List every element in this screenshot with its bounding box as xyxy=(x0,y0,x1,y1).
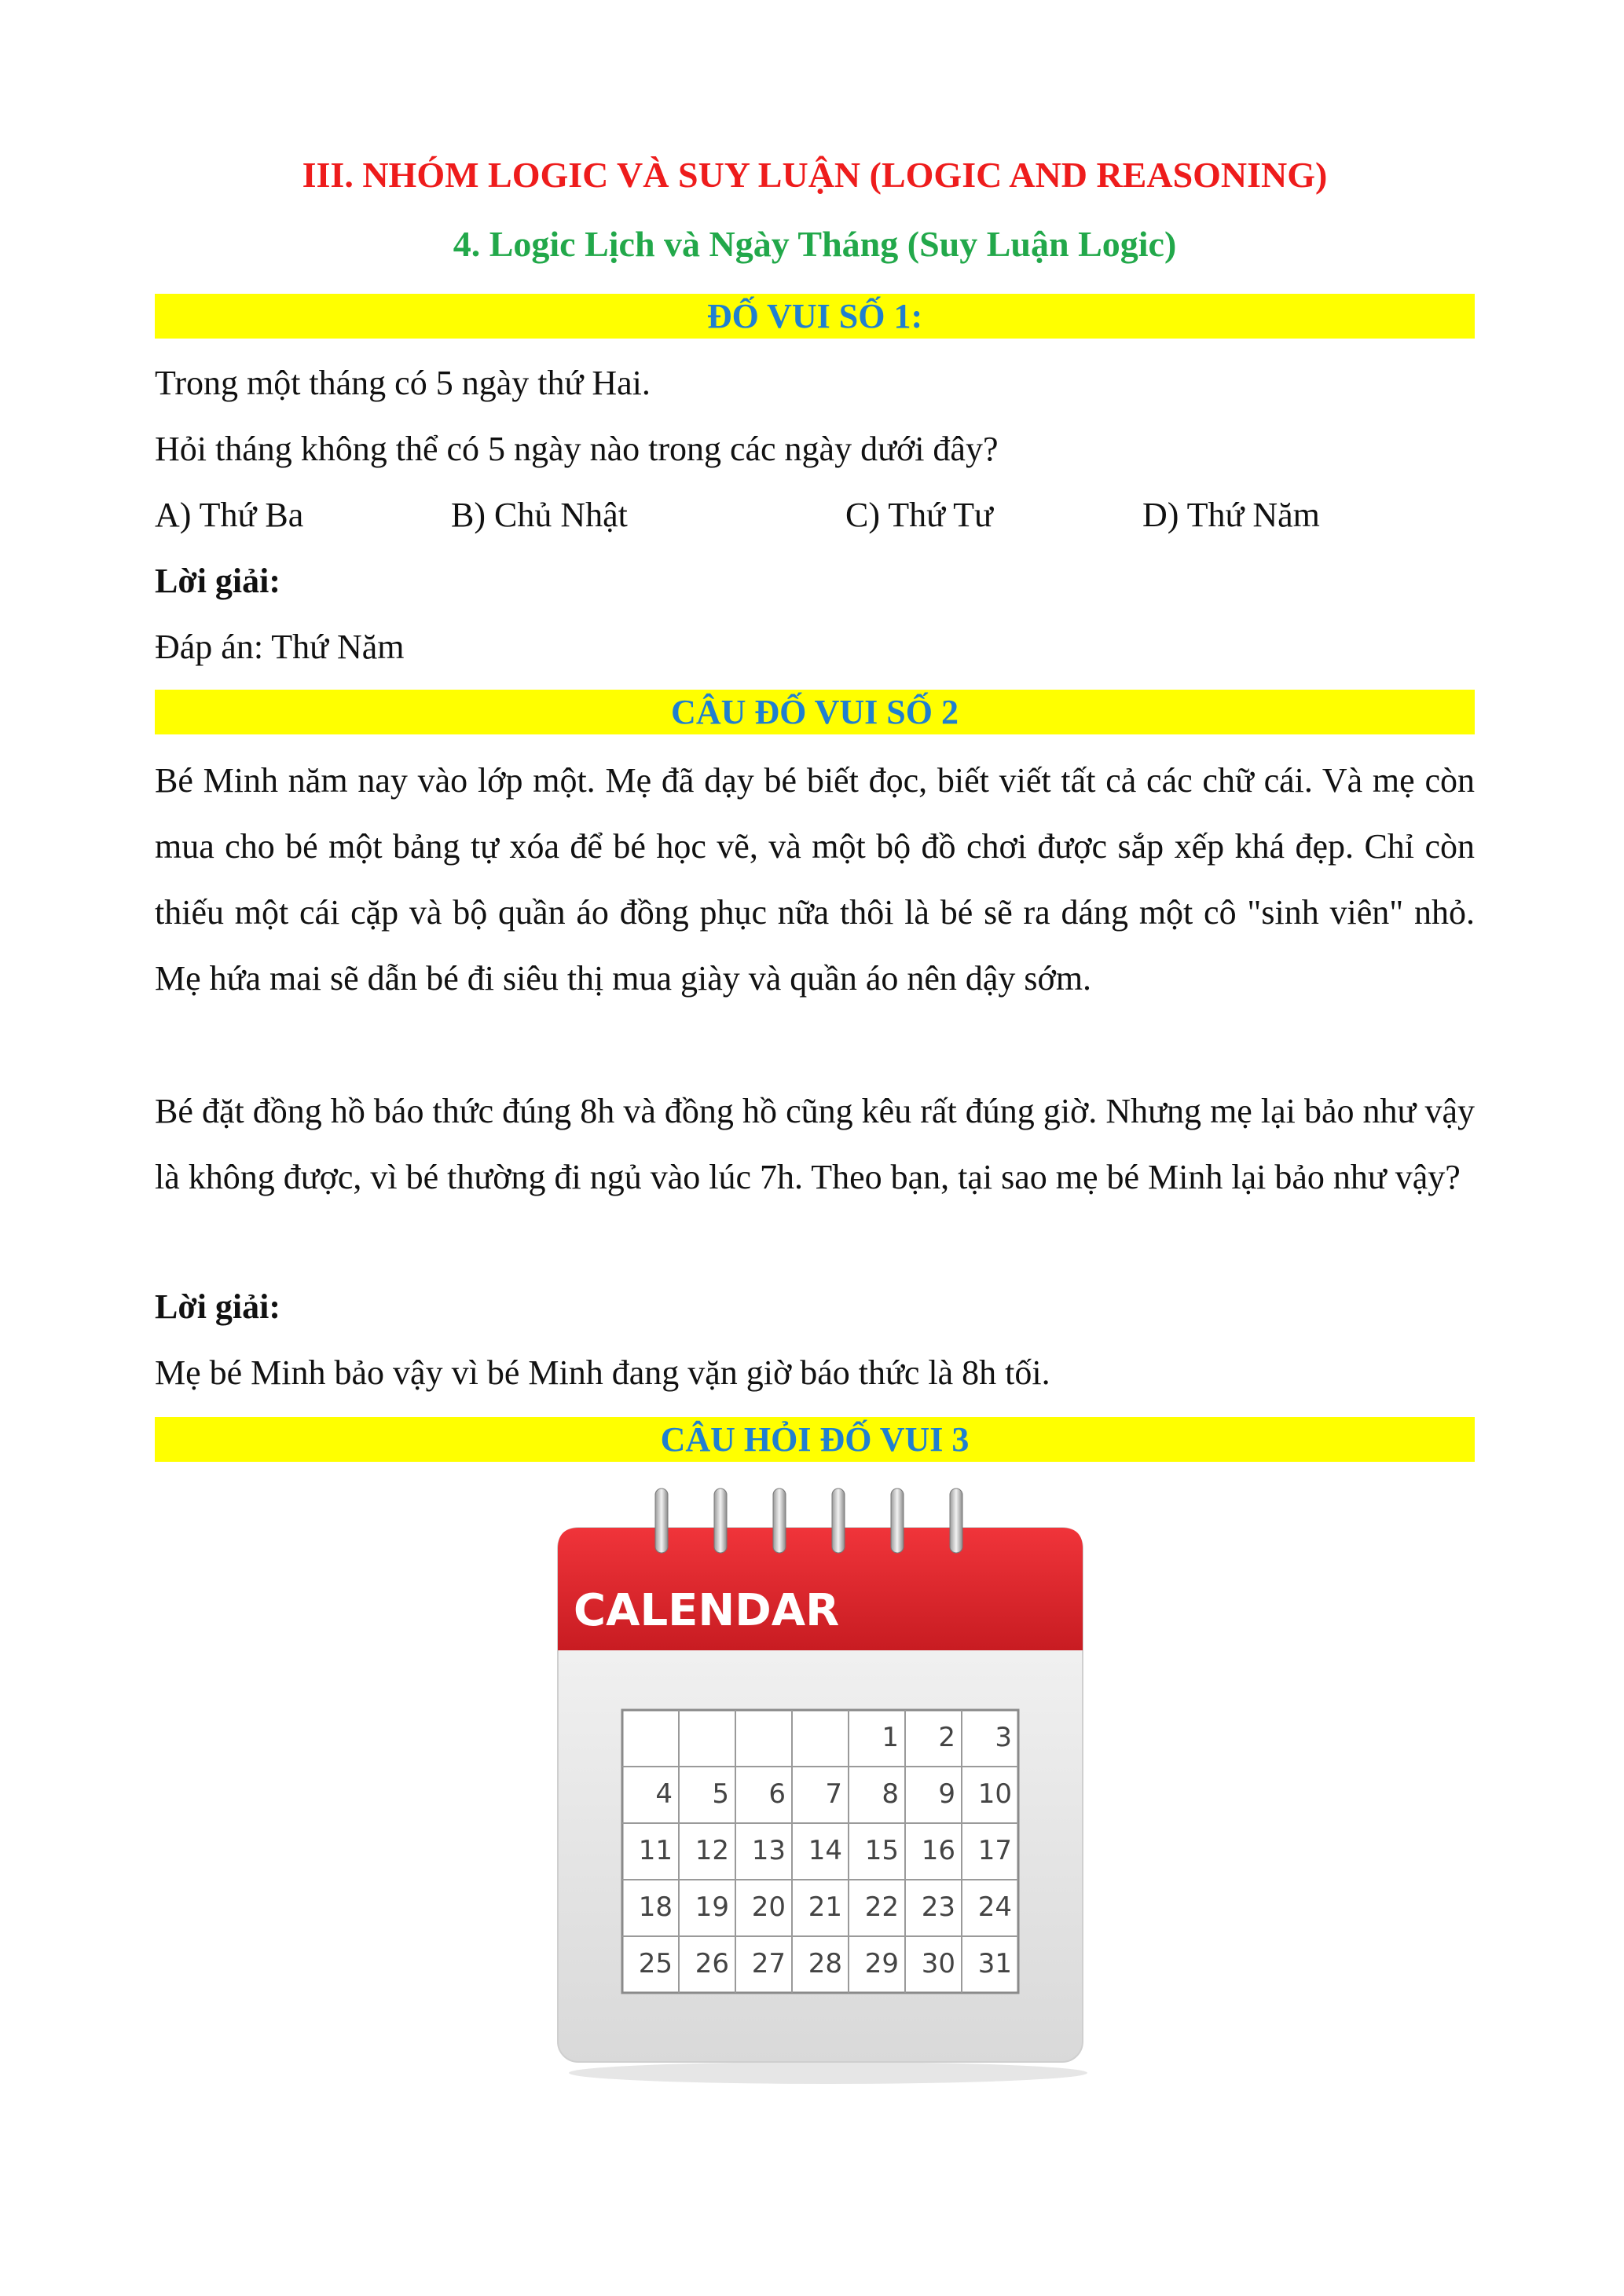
binder-ring-icon xyxy=(655,1489,668,1553)
calendar-day: 24 xyxy=(977,1891,1012,1923)
puzzle2-title: CÂU ĐỐ VUI SỐ 2 xyxy=(671,693,959,731)
calendar-day: 16 xyxy=(921,1835,955,1866)
calendar-day: 2 xyxy=(938,1722,955,1753)
puzzle2-answer: Mẹ bé Minh bảo vậy vì bé Minh đang vặn giờ báo thức là 8h tối. xyxy=(155,1353,1050,1392)
calendar-day: 29 xyxy=(864,1948,899,1979)
puzzle2-paragraph2: Bé đặt đồng hồ báo thức đúng 8h và đồng hồ cũng kêu rất đúng giờ. Nhưng mẹ lại bảo như vậy là không được, vì bé thường đi ngủ vào lúc 7h. Theo bạn, tại sao mẹ bé Minh lại bảo như vậy? xyxy=(155,1092,1475,1196)
calendar-day: 18 xyxy=(638,1891,673,1923)
calendar-day: 25 xyxy=(638,1948,673,1979)
puzzle3-title-band xyxy=(155,1417,1475,1462)
calendar-day: 20 xyxy=(751,1891,786,1923)
calendar-day: 21 xyxy=(808,1891,842,1923)
puzzle2-title-band xyxy=(155,690,1475,734)
puzzle1-title-band xyxy=(155,294,1475,339)
binder-ring-icon xyxy=(950,1489,962,1553)
calendar-header-text: CALENDAR xyxy=(574,1585,840,1636)
calendar-day: 28 xyxy=(808,1948,842,1979)
calendar-day: 10 xyxy=(977,1778,1012,1810)
calendar-day: 22 xyxy=(864,1891,899,1923)
puzzle1-solution-label: Lời giải: xyxy=(155,562,281,600)
binder-ring-icon xyxy=(714,1489,727,1553)
puzzle2-solution-label: Lời giải: xyxy=(155,1287,281,1326)
puzzle3-title: CÂU HỎI ĐỐ VUI 3 xyxy=(660,1420,970,1459)
calendar-day: 27 xyxy=(751,1948,786,1979)
calendar-grid xyxy=(622,1710,1018,1993)
calendar-day: 11 xyxy=(638,1835,673,1866)
calendar-day: 13 xyxy=(751,1835,786,1866)
calendar-day: 31 xyxy=(977,1948,1012,1979)
calendar-day: 3 xyxy=(995,1722,1012,1753)
binder-ring-icon xyxy=(832,1489,845,1553)
puzzle1-line1: Trong một tháng có 5 ngày thứ Hai. xyxy=(155,364,651,402)
section-heading: III. NHÓM LOGIC VÀ SUY LUẬN (LOGIC AND REASONING) xyxy=(302,155,1328,195)
calendar-day: 17 xyxy=(977,1835,1012,1866)
calendar-icon xyxy=(553,1482,1103,2087)
calendar-day: 5 xyxy=(712,1778,729,1810)
puzzle1-title: ĐỐ VUI SỐ 1: xyxy=(706,297,923,335)
option-c: C) Thứ Tư xyxy=(845,496,993,534)
puzzle2-paragraph1: Bé Minh năm nay vào lớp một. Mẹ đã dạy bé biết đọc, biết viết tất cả các chữ cái. Và mẹ còn mua cho bé một bảng tự xóa để bé học vẽ, và một bộ đồ chơi được sắp xếp khá đẹp. Chỉ còn thiếu một cái cặp và bộ quần áo đồng phục nữa thôi là bé sẽ ra dáng một cô "sinh viên" nhỏ. Mẹ hứa mai sẽ dẫn bé đi siêu thị mua giày và quần áo nên dậy sớm. xyxy=(155,761,1475,998)
calendar-day: 4 xyxy=(655,1778,673,1810)
puzzle1-answer: Đáp án: Thứ Năm xyxy=(155,628,405,666)
calendar-day: 30 xyxy=(921,1948,955,1979)
option-a: A) Thứ Ba xyxy=(155,496,304,534)
calendar-day: 19 xyxy=(695,1891,729,1923)
calendar-day: 15 xyxy=(864,1835,899,1866)
subsection-heading: 4. Logic Lịch và Ngày Tháng (Suy Luận Logic) xyxy=(453,224,1177,264)
binder-ring-icon xyxy=(891,1489,904,1553)
calendar-illustration xyxy=(553,1482,1103,2087)
calendar-day: 1 xyxy=(882,1722,899,1753)
calendar-day: 8 xyxy=(882,1778,899,1810)
calendar-day: 23 xyxy=(921,1891,955,1923)
calendar-day: 14 xyxy=(808,1835,842,1866)
option-d: D) Thứ Năm xyxy=(1142,496,1320,534)
binder-ring-icon xyxy=(773,1489,786,1553)
option-b: B) Chủ Nhật xyxy=(451,496,628,534)
puzzle1-line2: Hỏi tháng không thể có 5 ngày nào trong các ngày dưới đây? xyxy=(155,430,999,468)
calendar-day: 6 xyxy=(768,1778,786,1810)
calendar-day: 12 xyxy=(695,1835,729,1866)
puzzle1-options xyxy=(155,493,1475,537)
calendar-day: 9 xyxy=(938,1778,955,1810)
calendar-day: 7 xyxy=(825,1778,842,1810)
calendar-day: 26 xyxy=(695,1948,729,1979)
